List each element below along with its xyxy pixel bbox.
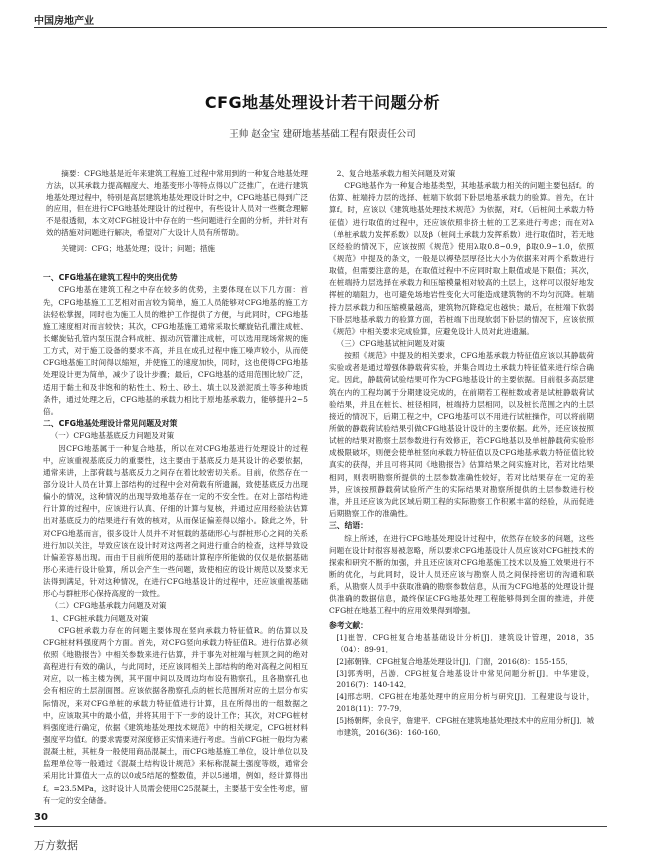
reference-item: [5]杨朝辉，余良宇，詹建平．CFG桩在建筑地基处理技术中的应用分析[J]．城市建筑，2016(36)：160-160．: [336, 715, 594, 737]
reference-item: [3]郭秀明，吕游．CFG桩复合地基设计中常见问题分析[J]．中华建设，2016(7)：140-142．: [336, 668, 594, 690]
references-heading: 参考文献：: [329, 620, 368, 630]
article-authors: 王帅 赵金宝 建研地基基础工程有限责任公司: [229, 129, 416, 140]
body-paragraph: CFG地基作为一种复合地基类型，其地基承载力相关的问题主要包括f。的估算、桩端持力层的选择、桩端下软弱下卧层地基承载力的验算。首先，在计算f。时，应该以《建筑地基处理技术规范》为依据，对f。（后桩间土承载力特征值）进行取值的过程中，还应该依照非挤土桩的工艺来进行考虑；而在对λ（单桩承载力发挥系数）以及β（桩间土承载力发挥系数）进行取值时，若无地区经验的情况下，应该按照《规范》使用λ取0.8~0.9，β取0.9~1.0，依照《规范》中提及的条文，一般是以褥垫层厚径比大小为依据来对两个系数进行取值，但需要注意的是，在取值过程中不应同时取上限值或是下限值；其次，在桩端持力层选择在承载力和压缩模量相对较高的土层上，这样可以很好地发挥桩的端阻力，也可避免场地岩性变化大可能造成建筑物的不均匀沉降。桩端持力层承载力和压缩模量越高，建筑物沉降稳定也越快；最后，在桩端下软弱下卧层地基承载力的验算方面，若桩端下出现软弱下卧层的情况下，应该依照《规范》中相关要求完成验算，应避免设计人员对此进遗漏。: [329, 181, 594, 336]
references-section: [329, 620, 594, 739]
article-title: CFG地基处理设计若干问题分析: [204, 93, 441, 112]
section-heading: 三、结语：: [329, 521, 368, 531]
reference-item: [2]郝朝锋．CFG桩复合地基处理设计[J]．门窗，2016(8)：155-155．: [336, 656, 573, 666]
subsection-heading: 2、复合地基承载力相关问题及对策: [336, 169, 456, 178]
body-paragraph: CFG地基在建筑工程之中存在较多的优势，主要体现在以下几方面：首先，CFG地基施工工艺相对而言较为简单，施工人员能够对CFG地基的施工方法轻松掌握，同时也为施工人员的维护工作提供了方便，与此同时，CFG地基施工速度相对而言较快；其次，CFG地基施工通常采取长螺旋钻孔灌注成桩、长螺旋钻孔管内泵压混合料成桩、振动沉管灌注成桩，可以选用现场常规的施工方式，对于施工设备的要求不高，并且在成孔过程中施工噪声较小，从而使CFG地基施工时间得以缩短，并使施工的速度加快，同时，这也使得CFG地基处理设计更为简单，减少了设计步骤；最后，CFG地基的适用范围比较广泛，适用于黏土和及非饱和的粘性土、粉土、砂土、填土以及淤泥质土等多种地质条件，通过处理之后，CFG地基的承载力相比于原地基承载力，能够提升2~5倍。: [43, 285, 308, 416]
right-text-column: [329, 168, 594, 739]
reference-item: [4]邢志明．CFG桩在地基处理中的应用分析与研究[J]．工程建设与设计，2018(11)：77-79．: [336, 692, 594, 714]
footer-divider: [34, 826, 607, 827]
journal-header: 中国房地产业: [34, 16, 94, 27]
body-paragraph: 按照《规范》中提及的相关要求，CFG地基承载力特征值应该以其静载荷实验或者是通过增强体静载荷实验，并集合周边土承载力特征值来进行综合确定。因此，静载荷试验结果可作为CFG地基设计的主要依据。目前很多高层建筑在内的工程均属于分期建设完成的，在前期若工程桩数或者是试桩静载荷试验结果，并且在桩长、桩径相同，桩端持力层相同，以及桩长范围之内的土层接近的情况下，后期工程之中，CFG地基可以不用进行试桩操作，可以将前期所做的静载荷试验结果引做CFG地基设计设计的主要依据。此外，还应该按照试桩的结果对勘察土层参数进行有效修正，若CFG地基以及单桩静载荷实验形成极限破坏，则便会使单桩竖向承载力特征值以及CFG地基承载力特征值比较真实的获得，并且可将其同《地勘报告》估算结果之间实施对比，若对比结果相同，则表明勘察所提供的土层参数准确性较好，若对比结果存在一定的差异，应该按照静载荷试验所产生的实际结果对勘察所提供的土层参数进行校准，并且还应该为此区域后期工程的实际勘察工作积累丰富的经验，从而促进后期勘察工作的准确性。: [329, 351, 594, 518]
body-paragraph: 综上所述，在进行CFG地基处理设计过程中，依然存在较多的问题，这些问题在设计时很容易被忽略，所以要求CFG地基设计人员应该对CFG桩技术的探索和研究不断的加强，并且还应该对CFG地基施工技术以及施工效果进行不断的优化，与此同时，设计人员还应该与勘察人员之间保持密切的沟通和联系，从勘察人员手中获取准确的勘察参数信息，从而为CFG地基的处理设计提供准确的数据信息，最终保证CFG地基处理工程能够得到全面的推进，并使CFG桩在地基工程中的应用效果得到增强。: [329, 533, 594, 616]
keywords-text: 关键词：CFG；地基处理；设计；问题；措施: [61, 243, 216, 253]
section-heading: 二、CFG地基处理设计常见问题及对策: [43, 419, 178, 429]
reference-item: [1]崔智．CFG桩复合地基基础设计分析[J]．建筑设计管理，2018，35（04）：89-91．: [336, 633, 594, 654]
subsection-heading: （三）CFG地基试桩问题及对策: [336, 338, 445, 348]
footer-brand: 万方数据: [34, 839, 78, 852]
header-divider: [34, 27, 607, 28]
abstract-section: [46, 168, 308, 258]
subsection-heading: 1、CFG桩承载力问题及对策: [50, 613, 149, 623]
section-heading: 一、CFG地基在建筑工程中的突出优势: [43, 273, 178, 282]
body-paragraph: 因CFG地基属于一种复合地基，所以在对CFG地基进行处理设计的过程中，应该重视基底反力的重要性，这主要由于基底反力是其设计的必要依据，通常来讲，上部荷载与基底反力之间存在着比较密切关系。目前，依然存在一部分设计人员在计算上部结构的过程中会对荷载有所遗漏，致使基底反力出现偏小的情况，这种情况的出现导致地基存在一定的不安全性。在对上部结构进行计算的过程中，应该进行认真、仔细的计算与复核，并通过应用经验法估算出对基底反力的结果进行有效的核对，从而保证偏差得以缩小。除此之外，针对CFG地基而言，很多设计人员并不对恒载的基础形心与群桩形心之间的关系进行加以关注，导致应该在设计时对这两者之间进行重合的检查，这样导致设计偏差容易出现。而由于目前所使用的基础计算程序所能做的仅仅是依据基础形心来进行设计验算，所以会产生一些问题，致使相应的设计规范以及要求无法得到满足，针对这种情况，在进行CFG地基设计的过程中，还应该重视基础形心与群桩形心保持高度的一致性。: [43, 443, 308, 599]
abstract-text: 摘要：CFG地基是近年来建筑工程施工过程中常用到的一种复合地基处理方法，以其承载力提高幅度大、地基变形小等特点得以广泛推广，在进行建筑地基处理过程中，特别是高层建筑地基处理设计时之中，CFG地基已得到广泛的应用，但在进行CFG地基处理设计的过程中，有些设计人员对一些概念理解不是很透彻，本文对CFG桩设计中存在的一些问题进行全面的分析，并针对有效的措施对问题进行解决，希望对广大设计人员有所帮助。: [46, 169, 308, 237]
page-number: 30: [34, 812, 48, 823]
left-text-column: [43, 272, 308, 807]
subsection-heading: （一）CFG地基基底反力问题及对策: [50, 431, 175, 441]
subsection-heading: （二）CFG地基承载力问题及对策: [50, 601, 167, 611]
body-paragraph: CFG桩承载力存在的问题主要体现在竖向承载力特征值R。的估算以及CFG桩材料强度两个方面。首先，对CFG竖向承载力特征值R。进行估算必须依照《地勘报告》中相关参数来进行估算，并于事先对桩端与桩顶之间的绝对高程进行有效的确认，与此同时，还应该同相关上部结构的绝对高程之间相互对应，以一栋主楼为例，其平面中间以及周边均布设有勘察孔，且各勘察孔也会有相应的土层剖面图。应该依据各勘察孔点的桩长范围所对应的土层分布实际情况，来对CFG单桩的承载力特征值进行计算，且在所得出的一组数据之中，应该取其中的最小值，并将其用于下一步的设计工作；其次，对CFG桩材料强度进行确定，依据《建筑地基处理技术规范》中的相关规定，CFG桩材料强度平均值f。的要求需要对深度修正实情来进行考虑。当前CFG桩一般均为素混凝土桩，其桩身一般使用商品混凝土，而CFG地基施工单位，设计单位以及监理单位等一般通过《混凝土结构设计规范》来标称混凝土强度等级，通常会采用比计算值大一点的以0或5结尾的整数值，并以5递增，例如，经计算得出f。=23.5MPa，这时设计人员需会使用C25混凝土，主要基于安全性考虑，留有一定的安全储备。: [43, 625, 308, 805]
